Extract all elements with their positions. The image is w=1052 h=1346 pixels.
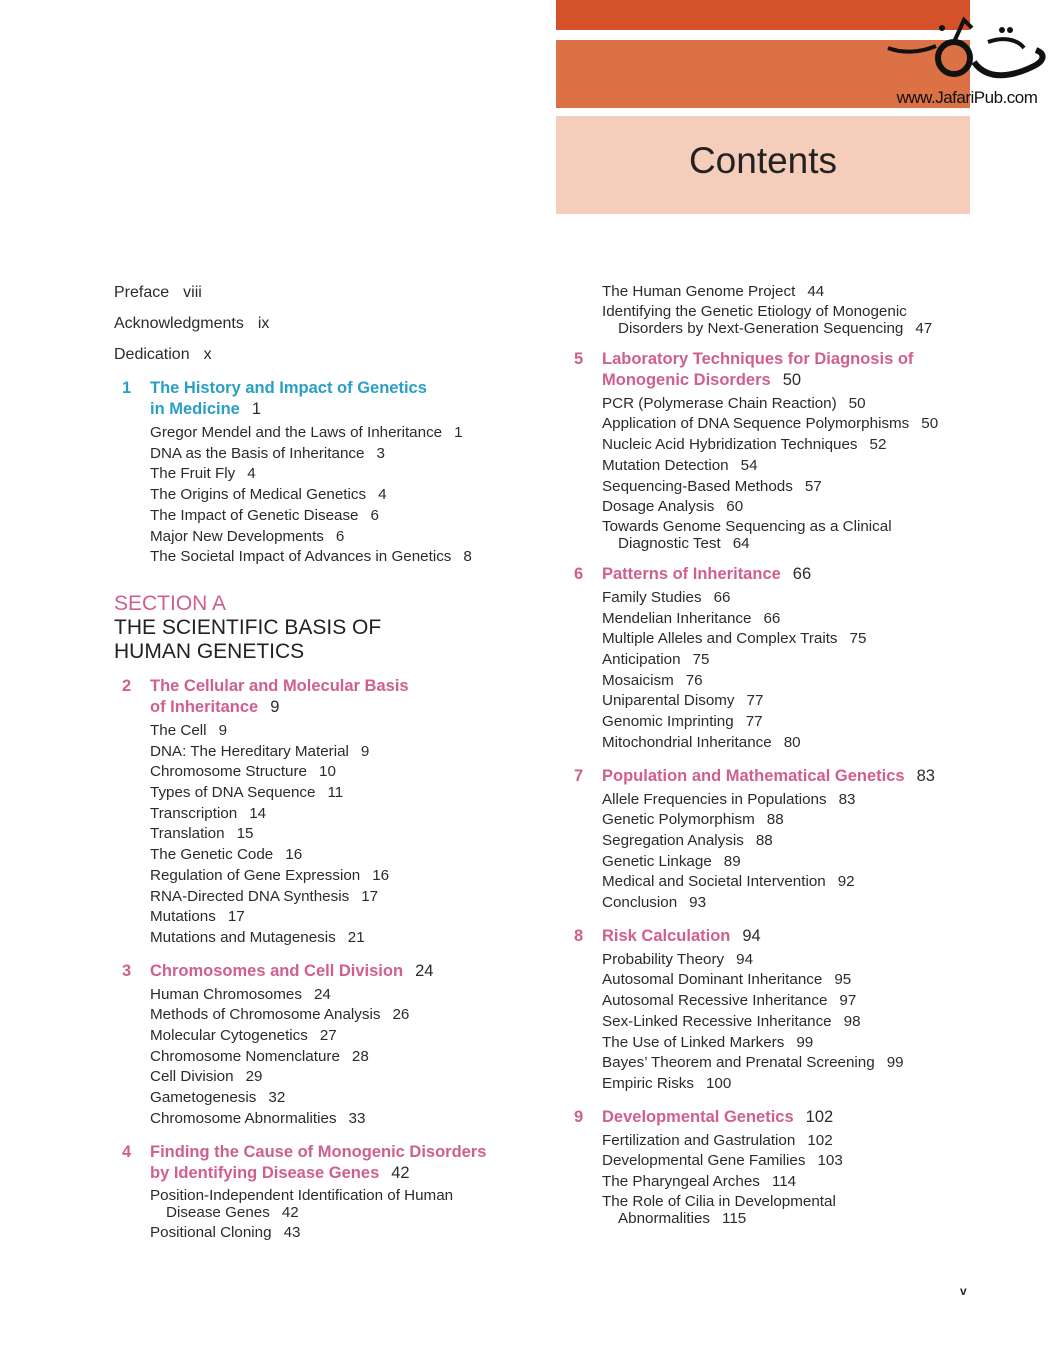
toc-entry[interactable]: The Impact of Genetic Disease 6	[150, 506, 379, 524]
chapter-page-number: 83	[916, 766, 935, 785]
chapter-number: 1	[122, 379, 132, 397]
page-number: ix	[257, 315, 270, 332]
chapter-entries	[566, 790, 986, 914]
chapter-page-number: 42	[391, 1163, 410, 1182]
toc-entry[interactable]: Autosomal Recessive Inheritance 97	[602, 992, 857, 1010]
toc-entry[interactable]: Probability Theory 94	[602, 950, 754, 968]
chapter-title-line: of Inheritance	[150, 697, 259, 716]
toc-entry[interactable]: Dosage Analysis 60	[602, 498, 744, 516]
chapter-page-number: 1	[251, 400, 262, 418]
toc-entry[interactable]: The Pharyngeal Arches 114	[602, 1173, 797, 1191]
chapter-number: 2	[122, 676, 132, 695]
toc-entry[interactable]: Genetic Polymorphism 88	[602, 811, 784, 829]
chapter-4	[114, 1142, 524, 1244]
chapter-heading[interactable]	[114, 378, 524, 420]
toc-right-column	[566, 282, 986, 1229]
toc-entry[interactable]: Empiric Risks 100	[602, 1074, 732, 1092]
front-matter-item[interactable]	[114, 282, 524, 304]
section-a-heading	[114, 592, 524, 664]
chapter-heading[interactable]	[566, 926, 986, 947]
toc-entry[interactable]: Molecular Cytogenetics 27	[150, 1027, 337, 1045]
chapter-number: 3	[122, 961, 132, 980]
chapter-number: 5	[574, 349, 584, 368]
front-matter-item[interactable]	[114, 344, 524, 366]
chapter-page-number: 50	[782, 370, 802, 389]
section-label: SECTION A	[114, 591, 227, 615]
toc-entry[interactable]: Medical and Societal Intervention 92	[602, 873, 855, 891]
toc-entry[interactable]: The Human Genome Project 44	[602, 283, 825, 300]
section-title-line: THE SCIENTIFIC BASIS OF	[114, 615, 382, 639]
toc-entry[interactable]: Autosomal Dominant Inheritance 95	[602, 971, 852, 989]
toc-entry[interactable]: RNA-Directed DNA Synthesis 17	[150, 887, 379, 905]
chapter-title-line: Population and Mathematical Genetics	[602, 766, 905, 785]
toc-entry[interactable]: DNA: The Hereditary Material 9	[150, 742, 370, 760]
toc-entry[interactable]: Cell Division 29	[150, 1068, 263, 1086]
toc-entry[interactable]: Types of DNA Sequence 11	[150, 784, 344, 802]
toc-entry[interactable]: The Cell 9	[150, 721, 228, 739]
toc-entry[interactable]: Mosaicism 76	[602, 671, 703, 689]
toc-entry[interactable]: Mendelian Inheritance 66	[602, 609, 781, 627]
toc-entry[interactable]: Sequencing-Based Methods 57	[602, 477, 822, 495]
entry-title: Dedication	[114, 346, 190, 363]
chapter-number: 7	[574, 766, 584, 785]
toc-entry[interactable]: Mitochondrial Inheritance 80	[602, 733, 801, 751]
chapter-entries	[114, 721, 524, 949]
chapter-title-line: Patterns of Inheritance	[602, 564, 781, 583]
chapter-heading[interactable]	[566, 1107, 986, 1128]
toc-entry[interactable]: The Origins of Medical Genetics 4	[150, 486, 387, 504]
chapter-entries	[114, 423, 524, 568]
chapter-heading[interactable]	[114, 1142, 524, 1184]
chapter-entries	[566, 588, 986, 754]
chapter-number: 9	[574, 1107, 584, 1126]
chapter-title-line: in Medicine	[150, 400, 240, 418]
toc-entry[interactable]: Towards Genome Sequencing as a Clinical Diagnostic Test 64	[602, 517, 892, 552]
front-matter-item[interactable]	[114, 313, 524, 335]
toc-entry[interactable]: Translation 15	[150, 825, 254, 843]
chapter-heading[interactable]	[566, 349, 986, 391]
chapter-title-line: Laboratory Techniques for Diagnosis of	[602, 349, 914, 368]
toc-entry[interactable]: Genetic Linkage 89	[602, 852, 741, 870]
chapter-title-line: Monogenic Disorders	[602, 370, 771, 389]
chapter-page-number: 102	[805, 1107, 834, 1126]
chapter-page-number: 66	[792, 564, 812, 583]
toc-entry[interactable]: Mutations and Mutagenesis 21	[150, 928, 365, 946]
chapter-entries	[566, 394, 986, 552]
toc-entry[interactable]: Mutations 17	[150, 908, 245, 926]
entry-title: Preface	[114, 284, 170, 301]
toc-entry[interactable]: The Role of Cilia in Developmental Abnormalities 115	[602, 1192, 836, 1227]
chapter-page-number: 94	[742, 926, 761, 945]
chapter-7	[566, 766, 986, 914]
chapter-entries	[114, 1187, 524, 1244]
toc-entry[interactable]: Positional Cloning 43	[150, 1223, 301, 1241]
chapter-number: 6	[574, 564, 584, 583]
chapter-page-number: 24	[415, 961, 434, 980]
toc-entry[interactable]: The Genetic Code 16	[150, 846, 303, 864]
chapter-entries	[566, 950, 986, 1095]
page-folio: v	[960, 1284, 967, 1298]
chapter-6	[566, 564, 986, 754]
toc-entry[interactable]: Anticipation 75	[602, 651, 710, 669]
toc-entry[interactable]: Major New Developments 6	[150, 527, 345, 545]
toc-entry[interactable]: Human Chromosomes 24	[150, 985, 331, 1003]
chapter-number: 8	[574, 926, 584, 945]
chapter-1	[114, 378, 524, 568]
toc-entry[interactable]: Chromosome Structure 10	[150, 763, 336, 781]
toc-entry[interactable]: Conclusion 93	[602, 894, 707, 912]
chapter-heading[interactable]	[566, 766, 986, 787]
page-title: Contents	[688, 140, 838, 181]
toc-entry[interactable]: Fertilization and Gastrulation 102	[602, 1131, 833, 1149]
section-title-line: HUMAN GENETICS	[114, 639, 305, 663]
chapter-title-line: Risk Calculation	[602, 926, 731, 945]
calligraphy-logo-icon	[884, 6, 1050, 92]
chapter-heading[interactable]	[114, 961, 524, 982]
chapter-8	[566, 926, 986, 1095]
chapter-9	[566, 1107, 986, 1227]
chapter-4-continued-entries	[566, 282, 986, 337]
toc-entry[interactable]: The Use of Linked Markers 99	[602, 1033, 814, 1051]
chapter-title-line: The Cellular and Molecular Basis	[150, 676, 409, 695]
chapter-number: 4	[122, 1142, 132, 1161]
logo-url-text: www.JafariPub.com	[896, 88, 1038, 107]
chapter-entries	[566, 1131, 986, 1227]
toc-entry[interactable]: The Fruit Fly 4	[150, 465, 256, 483]
page-number: viii	[183, 284, 202, 301]
toc-entry[interactable]: Application of DNA Sequence Polymorphisms 50	[602, 415, 939, 433]
chapter-title-line: Developmental Genetics	[602, 1107, 794, 1126]
toc-entry[interactable]: Transcription 14	[150, 804, 267, 822]
toc-entry[interactable]: Uniparental Disomy 77	[602, 692, 764, 710]
chapter-title-line: Chromosomes and Cell Division	[150, 961, 404, 980]
toc-entry[interactable]: Gametogenesis 32	[150, 1089, 286, 1107]
chapter-title-line: by Identifying Disease Genes	[150, 1163, 380, 1182]
chapter-title-line: The History and Impact of Genetics	[150, 379, 427, 397]
toc-entry[interactable]: Allele Frequencies in Populations 83	[602, 790, 856, 808]
toc-entry[interactable]: Genomic Imprinting 77	[602, 713, 763, 731]
toc-entry[interactable]: Nucleic Acid Hybridization Techniques 52	[602, 436, 887, 454]
toc-entry[interactable]: Multiple Alleles and Complex Traits 75	[602, 630, 867, 648]
chapter-3	[114, 961, 524, 1130]
toc-entry[interactable]: DNA as the Basis of Inheritance 3	[150, 444, 385, 462]
entry-title: Acknowledgments	[114, 315, 244, 332]
toc-entry[interactable]: The Societal Impact of Advances in Genetics 8	[150, 548, 472, 566]
toc-entry[interactable]: Regulation of Gene Expression 16	[150, 866, 390, 884]
chapter-page-number: 9	[270, 697, 280, 716]
toc-entry[interactable]: Chromosome Nomenclature 28	[150, 1047, 369, 1065]
toc-entry[interactable]: Family Studies 66	[602, 588, 731, 606]
toc-entry[interactable]: Segregation Analysis 88	[602, 831, 773, 849]
chapter-heading[interactable]	[114, 676, 524, 718]
toc-entry[interactable]: Identifying the Genetic Etiology of Monogenic Disorders by Next-Generation Sequencing 47	[602, 302, 933, 337]
toc-entry[interactable]: Gregor Mendel and the Laws of Inheritance 1	[150, 424, 463, 441]
toc-entry[interactable]: Position-Independent Identification of Human Disease Genes 42	[150, 1186, 454, 1221]
toc-left-column	[114, 282, 524, 1243]
toc-entry[interactable]: Developmental Gene Families 103	[602, 1152, 843, 1170]
page-number: x	[203, 346, 212, 363]
toc-entry[interactable]: Sex-Linked Recessive Inheritance 98	[602, 1012, 861, 1030]
toc-entry[interactable]: Methods of Chromosome Analysis 26	[150, 1006, 410, 1024]
chapter-5	[566, 349, 986, 552]
chapter-heading[interactable]	[566, 564, 986, 585]
toc-entry[interactable]: Bayes’ Theorem and Prenatal Screening 99	[602, 1054, 904, 1072]
chapter-title-line: Finding the Cause of Monogenic Disorders	[150, 1142, 487, 1161]
chapter-entries	[114, 985, 524, 1130]
toc-entry[interactable]: Chromosome Abnormalities 33	[150, 1109, 366, 1127]
publisher-logo	[884, 6, 1050, 114]
toc-entry[interactable]: PCR (Polymerase Chain Reaction) 50	[602, 394, 866, 412]
chapter-2	[114, 676, 524, 949]
toc-entry[interactable]: Mutation Detection 54	[602, 456, 758, 474]
